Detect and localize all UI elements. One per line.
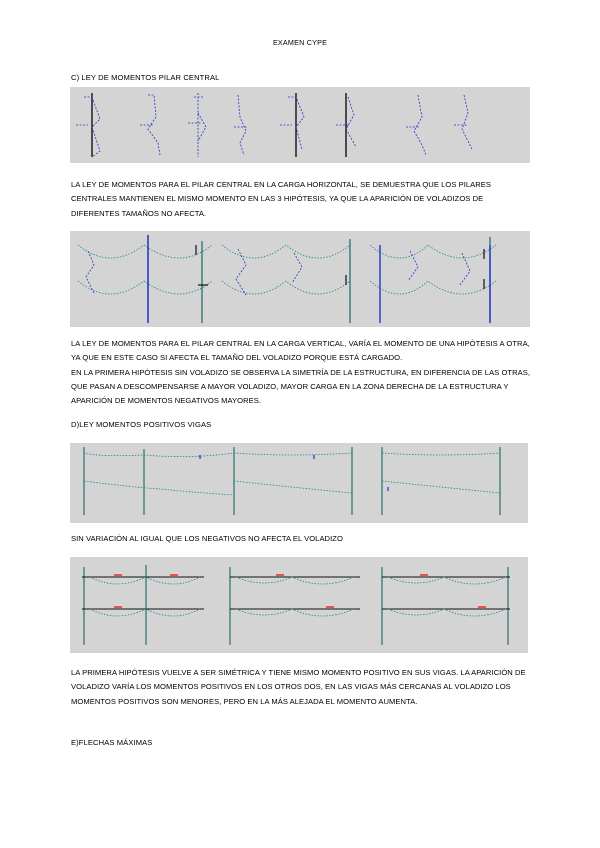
figure-pillar-vertical: [70, 231, 530, 327]
figure-positive-moments-a: [70, 443, 528, 523]
figure-pillar-horizontal-drawing: [70, 87, 530, 163]
section-heading-c: C) LEY DE MOMENTOS PILAR CENTRAL: [71, 73, 220, 82]
paragraph-first-hypothesis: LA PRIMERA HIPÓTESIS VUELVE A SER SIMÉTRICA Y TIENE MISMO MOMENTO POSITIVO EN SUS VIGAS. LA APARICIÓN DE VOLADIZO VARÍA LOS MOMENTOS POSITIVOS EN LOS OTROS DOS, EN LAS VIGAS MÁS CERCANAS AL VOLADIZO LOS MOMENTOS POSITIVOS SON MENORES, PERO EN LA MÁS ALEJADA EL MOMENTO AUMENTA.: [71, 668, 526, 706]
paragraph-vertical-load: LA LEY DE MOMENTOS PARA EL PILAR CENTRAL EN LA CARGA VERTICAL, VARÍA EL MOMENTO DE UNA HIPÓTESIS A OTRA, YA QUE EN ESTE CASO SI AFECTA EL TAMAÑO DEL VOLADIZO PORQUE ESTÁ CARGADO. EN LA PRIMERA HIPÓTESIS SIN VOLADIZO SE OBSERVA LA SIMETRÍA DE LA ESTRUCTURA, EN DIFERENCIA DE LAS OTRAS, QUE PASAN A DESCOMPENSARSE A MAYOR VOLADIZO, MAYOR CARGA EN LA ZONA DERECHA DE LA ESTRUCTURA Y APARICIÓN DE MOMENTOS NEGATIVOS MAYORES.: [71, 339, 531, 406]
paragraph-horizontal-load: LA LEY DE MOMENTOS PARA EL PILAR CENTRAL EN LA CARGA HORIZONTAL, SE DEMUESTRA QUE LOS PILARES CENTRALES MANTIENEN EL MISMO MOMENTO EN LAS 3 HIPÓTESIS, YA QUE LA APARICIÓN DE VOLADIZOS DE DIFERENTES TAMAÑOS NO AFECTA.: [71, 180, 492, 218]
figure-positive-moments-a-drawing: [70, 443, 528, 523]
section-heading-e: E)FLECHAS MÁXIMAS: [71, 738, 153, 747]
section-heading-d: D)LEY MOMENTOS POSITIVOS VIGAS: [71, 420, 212, 429]
figure-positive-moments-b: [70, 557, 528, 653]
figure-pillar-vertical-drawing: [70, 231, 530, 327]
paragraph-no-variation: SIN VARIACIÓN AL IGUAL QUE LOS NEGATIVOS NO AFECTA EL VOLADIZO: [71, 534, 343, 543]
figure-positive-moments-b-drawing: [70, 557, 528, 653]
document-title: EXAMEN CYPE: [272, 38, 328, 47]
figure-pillar-horizontal: [70, 87, 530, 163]
